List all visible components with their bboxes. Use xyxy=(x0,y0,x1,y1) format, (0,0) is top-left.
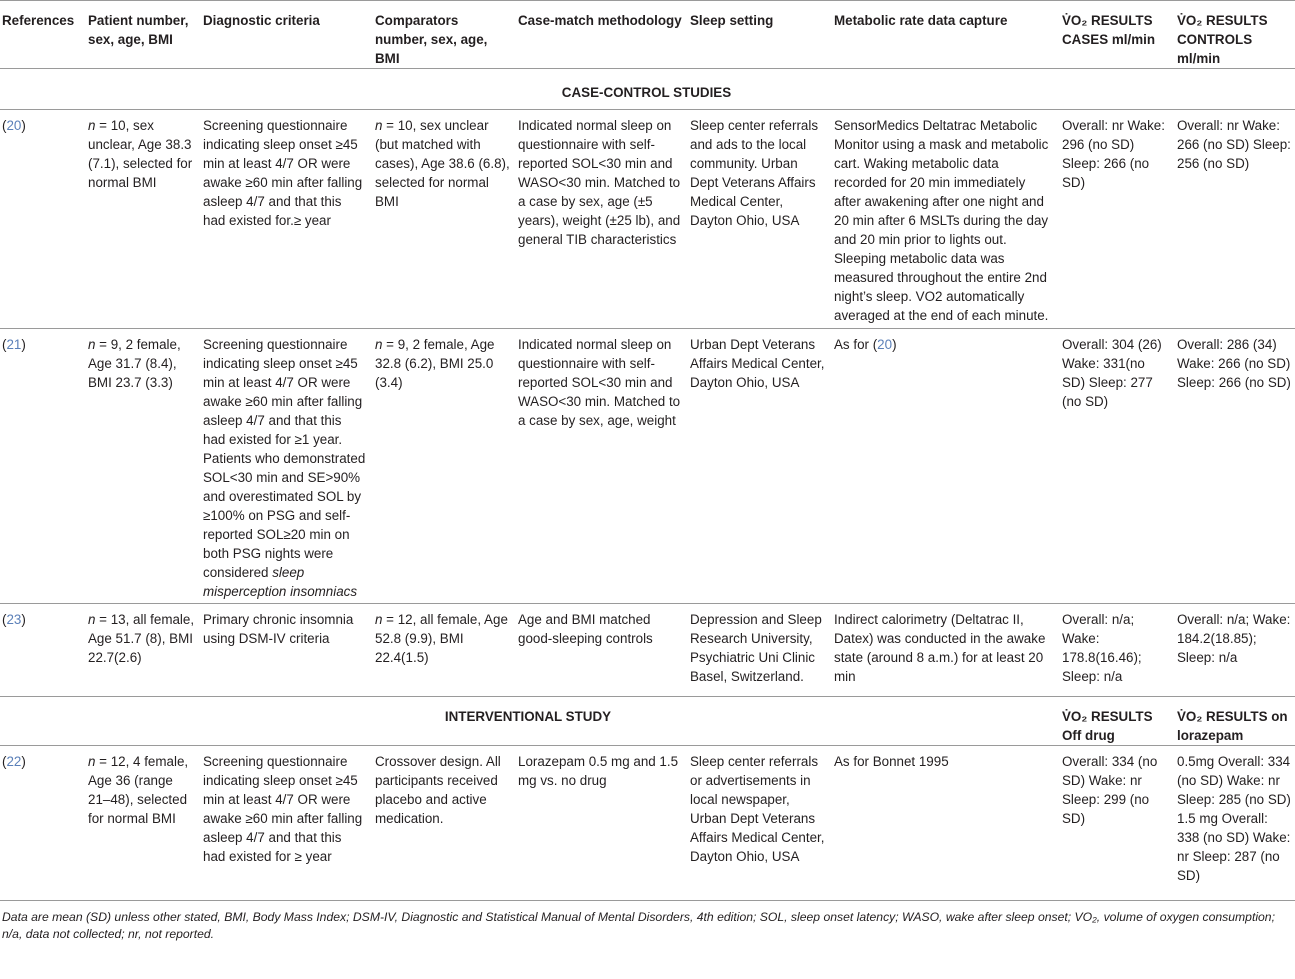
col-header-vo2-cases: V̇O₂ RESULTS CASES ml/min xyxy=(1058,1,1173,69)
patients-text: = 12, 4 female, Age 36 (range 21–48), selected for normal BMI xyxy=(88,754,189,826)
diagnostic-cell: Screening questionnaire indicating sleep onset ≥45 min at least 4/7 OR were awake ≥60 min after falling asleep 4/7 and that this had existed for.≥ year xyxy=(199,110,371,329)
casematch-cell: Age and BMI matched good-sleeping controls xyxy=(514,604,686,697)
comparators-text: = 12, all female, Age 52.8 (9.9), BMI 22.4(1.5) xyxy=(375,612,508,665)
n-symbol: n xyxy=(375,612,383,627)
n-symbol: n xyxy=(88,337,96,352)
n-symbol: n xyxy=(88,754,96,769)
vo2-controls-cell: Overall: n/a; Wake: 184.2(18.85); Sleep: n/a xyxy=(1173,604,1295,697)
metabolic-cell xyxy=(830,329,1058,604)
diagnostic-text: Screening questionnaire indicating sleep onset ≥45 min at least 4/7 OR were awake ≥60 min after falling asleep 4/7 and that this had existed for ≥1 year. Patients who demonstrated SOL<30 min and SE>90% and overestimated SOL by ≥100% on PSG and self-reported SOL≥20 min on both PSG nights were considered xyxy=(203,337,366,580)
reference-cell xyxy=(0,110,84,329)
vo2-cases-cell: Overall: 304 (26) Wake: 331(no SD) Sleep: 277 (no SD) xyxy=(1058,329,1173,604)
ref-open: ( xyxy=(2,754,7,769)
sleep-setting-cell: Sleep center referrals or advertisements in local newspaper, Urban Dept Veterans Affairs Medical Center, Dayton Ohio, USA xyxy=(686,746,830,901)
ref-open: ( xyxy=(2,118,7,133)
n-symbol: n xyxy=(375,337,383,352)
diagnostic-cell xyxy=(199,329,371,604)
patients-cell xyxy=(84,110,199,329)
table-row xyxy=(0,746,1295,901)
metabolic-cell: Indirect calorimetry (Deltatrac II, Datex) was conducted in the awake state (around 8 a.m.) for at least 20 min xyxy=(830,604,1058,697)
sleep-setting-cell: Urban Dept Veterans Affairs Medical Center, Dayton Ohio, USA xyxy=(686,329,830,604)
vo2-controls-cell: Overall: 286 (34) Wake: 266 (no SD) Sleep: 266 (no SD) xyxy=(1173,329,1295,604)
vo2-cases-cell: Overall: nr Wake: 296 (no SD) Sleep: 266 (no SD) xyxy=(1058,110,1173,329)
sleep-setting-cell: Sleep center referrals and ads to the local community. Urban Dept Veterans Affairs Medical Center, Dayton Ohio, USA xyxy=(686,110,830,329)
reference-link[interactable]: 21 xyxy=(6,337,22,352)
ref-close: ) xyxy=(21,612,26,627)
reference-link[interactable]: 20 xyxy=(6,118,22,133)
vo2-cases-cell: Overall: n/a; Wake: 178.8(16.46); Sleep: n/a xyxy=(1058,604,1173,697)
section-title: INTERVENTIONAL STUDY xyxy=(0,697,1058,746)
section-row-case-control xyxy=(0,69,1295,110)
col-header-vo2-controls: V̇O₂ RESULTS CONTROLS ml/min xyxy=(1173,1,1295,69)
casematch-cell: Indicated normal sleep on questionnaire with self-reported SOL<30 min and WASO<30 min. Matched to a case by sex, age (±5 years), weight (±25 lb), and general TIB characteristics xyxy=(514,110,686,329)
comparators-cell xyxy=(371,329,514,604)
reference-cell xyxy=(0,746,84,901)
ref-open: ( xyxy=(2,612,7,627)
table-footnote: Data are mean (SD) unless other stated, BMI, Body Mass Index; DSM-IV, Diagnostic and Statistical Manual of Mental Disorders, 4th edition; SOL, sleep onset latency; WASO, wake after sleep onset; VO₂, volume of oxygen consumption; n/a, data not collected; nr, not reported. xyxy=(2,910,1275,941)
comparators-cell: Crossover design. All participants received placebo and active medication. xyxy=(371,746,514,901)
reference-link[interactable]: 22 xyxy=(6,754,22,769)
patients-text: = 9, 2 female, Age 31.7 (8.4), BMI 23.7 (3.3) xyxy=(88,337,181,390)
ref-close: ) xyxy=(21,754,26,769)
vo2-off-drug-header: V̇O₂ RESULTS Off drug xyxy=(1058,697,1173,746)
patients-cell xyxy=(84,329,199,604)
n-symbol: n xyxy=(375,118,383,133)
table-row xyxy=(0,110,1295,329)
reference-link[interactable]: 23 xyxy=(6,612,22,627)
vo2-controls-cell: Overall: nr Wake: 266 (no SD) Sleep: 256 (no SD) xyxy=(1173,110,1295,329)
ref-close: ) xyxy=(21,118,26,133)
diagnostic-italic-text: sleep misperception insomniacs xyxy=(203,565,358,599)
col-header-diagnostic: Diagnostic criteria xyxy=(199,1,371,69)
patients-text: = 13, all female, Age 51.7 (8), BMI 22.7(2.6) xyxy=(88,612,195,665)
section-row-interventional xyxy=(0,697,1295,746)
patients-cell xyxy=(84,604,199,697)
comparators-cell xyxy=(371,110,514,329)
reference-cell xyxy=(0,329,84,604)
col-header-comparators: Comparators number, sex, age, BMI xyxy=(371,1,514,69)
diagnostic-cell: Screening questionnaire indicating sleep onset ≥45 min at least 4/7 OR were awake ≥60 min after falling asleep 4/7 and that this had existed for ≥ year xyxy=(199,746,371,901)
n-symbol: n xyxy=(88,612,96,627)
metabolic-suffix: ) xyxy=(892,337,897,352)
comparators-text: = 10, sex unclear (but matched with cases), Age 38.6 (6.8), selected for normal BMI xyxy=(375,118,510,209)
comparators-cell xyxy=(371,604,514,697)
reference-cell xyxy=(0,604,84,697)
reference-link[interactable]: 20 xyxy=(877,337,893,352)
col-header-patients: Patient number, sex, age, BMI xyxy=(84,1,199,69)
comparators-text: = 9, 2 female, Age 32.8 (6.2), BMI 25.0 (3.4) xyxy=(375,337,495,390)
metabolic-cell: As for Bonnet 1995 xyxy=(830,746,1058,901)
vo2-on-lorazepam-header: V̇O₂ RESULTS on lorazepam xyxy=(1173,697,1295,746)
col-header-metabolic: Metabolic rate data capture xyxy=(830,1,1058,69)
vo2-on-lorazepam-cell: 0.5mg Overall: 334 (no SD) Wake: nr Sleep: 285 (no SD) 1.5 mg Overall: 338 (no SD) Wake: nr Sleep: 287 (no SD) xyxy=(1173,746,1295,901)
diagnostic-cell: Primary chronic insomnia using DSM-IV criteria xyxy=(199,604,371,697)
sleep-setting-cell: Depression and Sleep Research University, Psychiatric Uni Clinic Basel, Switzerland. xyxy=(686,604,830,697)
vo2-off-drug-cell: Overall: 334 (no SD) Wake: nr Sleep: 299 (no SD) xyxy=(1058,746,1173,901)
metabolic-prefix: As for ( xyxy=(834,337,878,352)
table-row xyxy=(0,329,1295,604)
col-header-sleep-setting: Sleep setting xyxy=(686,1,830,69)
metabolic-cell: SensorMedics Deltatrac Metabolic Monitor using a mask and metabolic cart. Waking metabolic data recorded for 20 min immediately after awakening after one night and 20 min after 6 MSLTs during the day and 20 min prior to lights out. Sleeping metabolic data was measured throughout the entire 2nd night’s sleep. VO2 automatically averaged at the end of each minute. xyxy=(830,110,1058,329)
casematch-cell: Indicated normal sleep on questionnaire with self-reported SOL<30 min and WASO<30 min. Matched to a case by sex, age, weight xyxy=(514,329,686,604)
table-row xyxy=(0,604,1295,697)
ref-close: ) xyxy=(21,337,26,352)
col-header-references: References xyxy=(0,1,84,69)
col-header-casematch: Case-match methodology xyxy=(514,1,686,69)
section-title: CASE-CONTROL STUDIES xyxy=(0,69,1295,110)
casematch-cell: Lorazepam 0.5 mg and 1.5 mg vs. no drug xyxy=(514,746,686,901)
n-symbol: n xyxy=(88,118,96,133)
patients-text: = 10, sex unclear, Age 38.3 (7.1), selected for normal BMI xyxy=(88,118,193,190)
patients-cell xyxy=(84,746,199,901)
ref-open: ( xyxy=(2,337,7,352)
header-row xyxy=(0,1,1295,69)
